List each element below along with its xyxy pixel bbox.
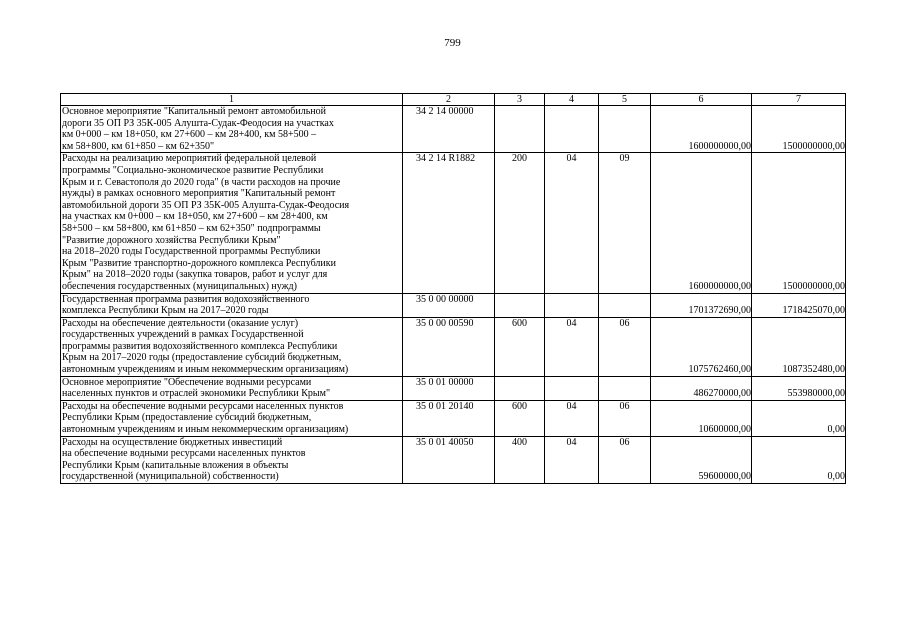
amount-2019-cell: 1600000000,00 (651, 106, 752, 153)
section-cell: 04 (545, 317, 599, 376)
budget-code-cell: 34 2 14 00000 (403, 106, 495, 153)
section-cell (545, 293, 599, 317)
column-header: 6 (651, 94, 752, 106)
amount-2020-cell: 553980000,00 (752, 376, 846, 400)
row-name-cell: Расходы на обеспечение водными ресурсами населенных пунктов Республики Крым (предоставление субсидий бюджетным, автономным учреждениям и иным некоммерческим организациям) (61, 400, 403, 436)
table-row (61, 106, 846, 153)
header-row (61, 94, 846, 106)
amount-2019-cell: 1075762460,00 (651, 317, 752, 376)
section-cell: 04 (545, 400, 599, 436)
amount-2019-cell: 59600000,00 (651, 436, 752, 483)
row-name-cell: Расходы на обеспечение деятельности (оказание услуг) государственных учреждений в рамках Государственной программы развития водохозяйственного комплекса Республики Крым на 2017–2020 годы (предоставление субсидий бюджетным, автономным учреждениям и иным некоммерческим организациям) (61, 317, 403, 376)
subsection-cell: 06 (599, 317, 651, 376)
amount-2019-cell: 486270000,00 (651, 376, 752, 400)
expense-type-cell (495, 376, 545, 400)
subsection-cell: 06 (599, 436, 651, 483)
row-name-cell: Расходы на реализацию мероприятий федеральной целевой программы "Социально-экономическое развитие Республики Крым и г. Севастополя до 2020 года" (в части расходов на прочие нужды) в рамках основного мероприятия "Капитальный ремонт автомобильной дороги 35 ОП РЗ 35К-005 Алушта-Судак-Феодосия на участках км 0+000 – км 18+050, км 27+600 – км 28+400, км 58+500 – км 58+800, км 61+850 – км 62+350" подпрограммы "Развитие дорожного хозяйства Республики Крым" на 2018–2020 годы Государственной программы Республики Крым "Развитие транспортно-дорожного комплекса Республики Крым" на 2018–2020 годы (закупка товаров, работ и услуг для обеспечения государственных (муниципальных) нужд) (61, 153, 403, 293)
amount-2019-cell: 1701372690,00 (651, 293, 752, 317)
page-number: 799 (444, 37, 461, 49)
subsection-cell (599, 106, 651, 153)
amount-2020-cell: 1718425070,00 (752, 293, 846, 317)
column-header: 1 (61, 94, 403, 106)
column-header: 4 (545, 94, 599, 106)
amount-2020-cell: 1087352480,00 (752, 317, 846, 376)
expense-type-cell: 200 (495, 153, 545, 293)
budget-code-cell: 35 0 01 20140 (403, 400, 495, 436)
section-cell: 04 (545, 436, 599, 483)
table-row (61, 153, 846, 293)
budget-code-cell: 35 0 00 00000 (403, 293, 495, 317)
table-row (61, 436, 846, 483)
column-header: 2 (403, 94, 495, 106)
table-row (61, 400, 846, 436)
subsection-cell: 09 (599, 153, 651, 293)
expense-type-cell: 600 (495, 400, 545, 436)
table-row (61, 317, 846, 376)
budget-code-cell: 35 0 00 00590 (403, 317, 495, 376)
amount-2020-cell: 0,00 (752, 400, 846, 436)
expense-type-cell: 600 (495, 317, 545, 376)
row-name-cell: Государственная программа развития водохозяйственного комплекса Республики Крым на 2017–2020 годы (61, 293, 403, 317)
section-cell (545, 106, 599, 153)
expense-type-cell (495, 293, 545, 317)
row-name-cell: Расходы на осуществление бюджетных инвестиций на обеспечение водными ресурсами населенных пунктов Республики Крым (капитальные вложения в объекты государственной (муниципальной) собственности) (61, 436, 403, 483)
budget-code-cell: 35 0 01 00000 (403, 376, 495, 400)
budget-code-cell: 35 0 01 40050 (403, 436, 495, 483)
column-header: 7 (752, 94, 846, 106)
budget-code-cell: 34 2 14 R1882 (403, 153, 495, 293)
column-header: 5 (599, 94, 651, 106)
row-name-cell: Основное мероприятие "Капитальный ремонт автомобильной дороги 35 ОП РЗ 35К-005 Алушта-Судак-Феодосия на участках км 0+000 – км 18+050, км 27+600 – км 28+400, км 58+500 – км 58+800, км 61+850 – км 62+350" (61, 106, 403, 153)
column-header: 3 (495, 94, 545, 106)
amount-2019-cell: 10600000,00 (651, 400, 752, 436)
section-cell: 04 (545, 153, 599, 293)
expense-type-cell (495, 106, 545, 153)
row-name-cell: Основное мероприятие "Обеспечение водными ресурсами населенных пунктов и отраслей экономики Республики Крым" (61, 376, 403, 400)
subsection-cell: 06 (599, 400, 651, 436)
amount-2019-cell: 1600000000,00 (651, 153, 752, 293)
amount-2020-cell: 1500000000,00 (752, 153, 846, 293)
table-row (61, 293, 846, 317)
section-cell (545, 376, 599, 400)
amount-2020-cell: 0,00 (752, 436, 846, 483)
amount-2020-cell: 1500000000,00 (752, 106, 846, 153)
subsection-cell (599, 293, 651, 317)
expense-type-cell: 400 (495, 436, 545, 483)
table-row (61, 376, 846, 400)
budget-table (60, 93, 846, 484)
subsection-cell (599, 376, 651, 400)
